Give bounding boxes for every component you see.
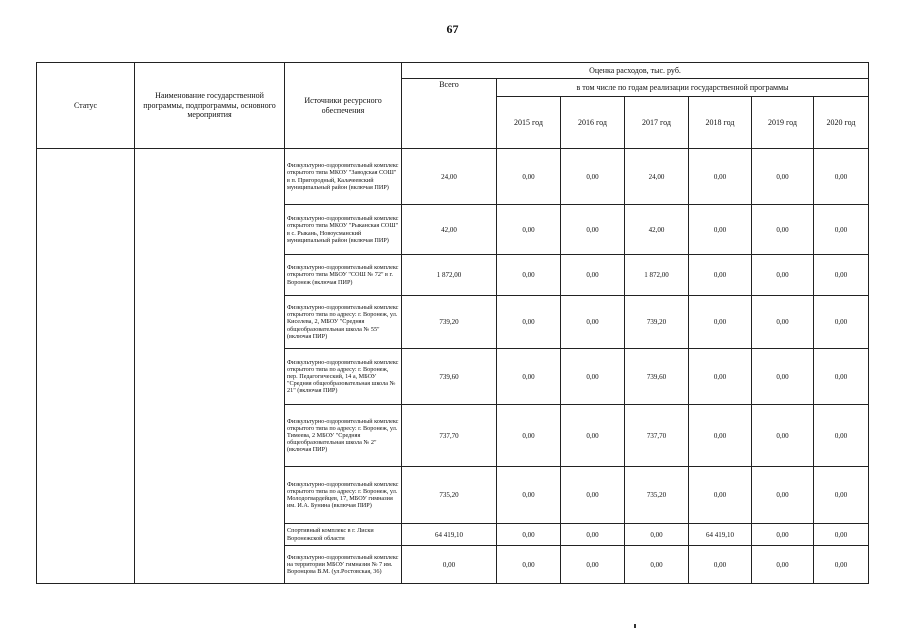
year-cell-2019: 0,00: [752, 255, 814, 296]
year-cell-2017: 739,20: [625, 296, 689, 349]
source-cell: Физкультурно-оздоровительный комплекс открытого типа МБОУ "СОШ № 72" в г. Воронеж (включая ПИР): [285, 255, 402, 296]
year-cell-2020: 0,00: [814, 524, 869, 546]
year-cell-2019: 0,00: [752, 205, 814, 255]
year-cell-2018: 0,00: [689, 349, 752, 405]
year-cell-2016: 0,00: [561, 296, 625, 349]
header-year-2020: 2020 год: [814, 97, 869, 149]
total-cell: 1 872,00: [402, 255, 497, 296]
year-cell-2017: 735,20: [625, 467, 689, 524]
year-cell-2015: 0,00: [497, 405, 561, 467]
header-expense-estimate: Оценка расходов, тыс. руб.: [402, 63, 869, 79]
year-cell-2018: 0,00: [689, 296, 752, 349]
total-cell: 64 419,10: [402, 524, 497, 546]
year-cell-2020: 0,00: [814, 205, 869, 255]
total-cell: 737,70: [402, 405, 497, 467]
year-cell-2016: 0,00: [561, 467, 625, 524]
header-year-2016: 2016 год: [561, 97, 625, 149]
source-cell: Физкультурно-оздоровительный комплекс открытого типа МКОУ "Рыканская СОШ" в с. Рыкань, Новоусманский муниципальный район (включая ПИР): [285, 205, 402, 255]
year-cell-2017: 1 872,00: [625, 255, 689, 296]
year-cell-2017: 0,00: [625, 546, 689, 584]
year-cell-2017: 0,00: [625, 524, 689, 546]
year-cell-2019: 0,00: [752, 405, 814, 467]
year-cell-2019: 0,00: [752, 546, 814, 584]
header-sources: Источники ресурсного обеспечения: [285, 63, 402, 149]
source-cell: Физкультурно-оздоровительный комплекс открытого типа по адресу: г. Воронеж, пер. Педагогический, 14 а, МБОУ "Средняя общеобразовательная школа № 21" (включая ПИР): [285, 349, 402, 405]
year-cell-2015: 0,00: [497, 205, 561, 255]
status-cell: [37, 149, 135, 584]
table-header: [37, 63, 869, 149]
year-cell-2017: 737,70: [625, 405, 689, 467]
total-cell: 735,20: [402, 467, 497, 524]
header-year-2018: 2018 год: [689, 97, 752, 149]
year-cell-2020: 0,00: [814, 546, 869, 584]
year-cell-2019: 0,00: [752, 349, 814, 405]
scan-mark: [634, 624, 636, 628]
year-cell-2018: 0,00: [689, 405, 752, 467]
source-cell: Физкультурно-оздоровительный комплекс на территории МБОУ гимназия № 7 им. Воронцова В.М. (ул.Ростовская, 36): [285, 546, 402, 584]
year-cell-2018: 0,00: [689, 205, 752, 255]
table-row: [37, 149, 869, 205]
year-cell-2017: 42,00: [625, 205, 689, 255]
year-cell-2016: 0,00: [561, 349, 625, 405]
year-cell-2015: 0,00: [497, 467, 561, 524]
year-cell-2015: 0,00: [497, 149, 561, 205]
program-name-cell: [135, 149, 285, 584]
header-status: Статус: [37, 63, 135, 149]
source-cell: Физкультурно-оздоровительный комплекс открытого типа по адресу: г. Воронеж, ул. Тимеева, 2 МБОУ "Средняя общеобразовательная школа № 2" (включая ПИР): [285, 405, 402, 467]
year-cell-2020: 0,00: [814, 296, 869, 349]
year-cell-2016: 0,00: [561, 405, 625, 467]
year-cell-2015: 0,00: [497, 546, 561, 584]
year-cell-2018: 0,00: [689, 255, 752, 296]
year-cell-2015: 0,00: [497, 255, 561, 296]
header-year-2015: 2015 год: [497, 97, 561, 149]
total-cell: 24,00: [402, 149, 497, 205]
year-cell-2015: 0,00: [497, 296, 561, 349]
total-cell: 42,00: [402, 205, 497, 255]
year-cell-2017: 24,00: [625, 149, 689, 205]
total-cell: 0,00: [402, 546, 497, 584]
source-cell: Физкультурно-оздоровительный комплекс открытого типа МКОУ "Заводская СОШ" в п. Пригородный, Калачеевский муниципальный район (включая ПИР): [285, 149, 402, 205]
header-year-2019: 2019 год: [752, 97, 814, 149]
year-cell-2015: 0,00: [497, 524, 561, 546]
year-cell-2016: 0,00: [561, 524, 625, 546]
year-cell-2016: 0,00: [561, 205, 625, 255]
year-cell-2018: 0,00: [689, 546, 752, 584]
year-cell-2020: 0,00: [814, 349, 869, 405]
header-by-years: в том числе по годам реализации государственной программы: [497, 79, 869, 97]
source-cell: Спортивный комплекс в г. Лиски Воронежской области: [285, 524, 402, 546]
year-cell-2020: 0,00: [814, 405, 869, 467]
year-cell-2019: 0,00: [752, 149, 814, 205]
expense-table: [36, 62, 869, 584]
year-cell-2019: 0,00: [752, 296, 814, 349]
year-cell-2016: 0,00: [561, 149, 625, 205]
year-cell-2018: 64 419,10: [689, 524, 752, 546]
year-cell-2019: 0,00: [752, 524, 814, 546]
year-cell-2019: 0,00: [752, 467, 814, 524]
header-total: Всего: [402, 79, 497, 149]
year-cell-2017: 739,60: [625, 349, 689, 405]
source-cell: Физкультурно-оздоровительный комплекс открытого типа по адресу: г. Воронеж, ул. Молодогвардейцев, 17, МБОУ гимназия им. И.А. Бунина (включая ПИР): [285, 467, 402, 524]
year-cell-2018: 0,00: [689, 149, 752, 205]
year-cell-2015: 0,00: [497, 349, 561, 405]
page-number: 67: [446, 22, 459, 36]
header-year-2017: 2017 год: [625, 97, 689, 149]
year-cell-2020: 0,00: [814, 255, 869, 296]
year-cell-2018: 0,00: [689, 467, 752, 524]
year-cell-2016: 0,00: [561, 546, 625, 584]
year-cell-2020: 0,00: [814, 149, 869, 205]
year-cell-2016: 0,00: [561, 255, 625, 296]
total-cell: 739,20: [402, 296, 497, 349]
source-cell: Физкультурно-оздоровительный комплекс открытого типа по адресу: г. Воронеж, ул. Киселева, 2, МБОУ "Средняя общеобразовательная школа № 55" (включая ПИР): [285, 296, 402, 349]
header-program-name: Наименование государственной программы, подпрограммы, основного мероприятия: [135, 63, 285, 149]
year-cell-2020: 0,00: [814, 467, 869, 524]
table-body: [37, 149, 869, 584]
total-cell: 739,60: [402, 349, 497, 405]
